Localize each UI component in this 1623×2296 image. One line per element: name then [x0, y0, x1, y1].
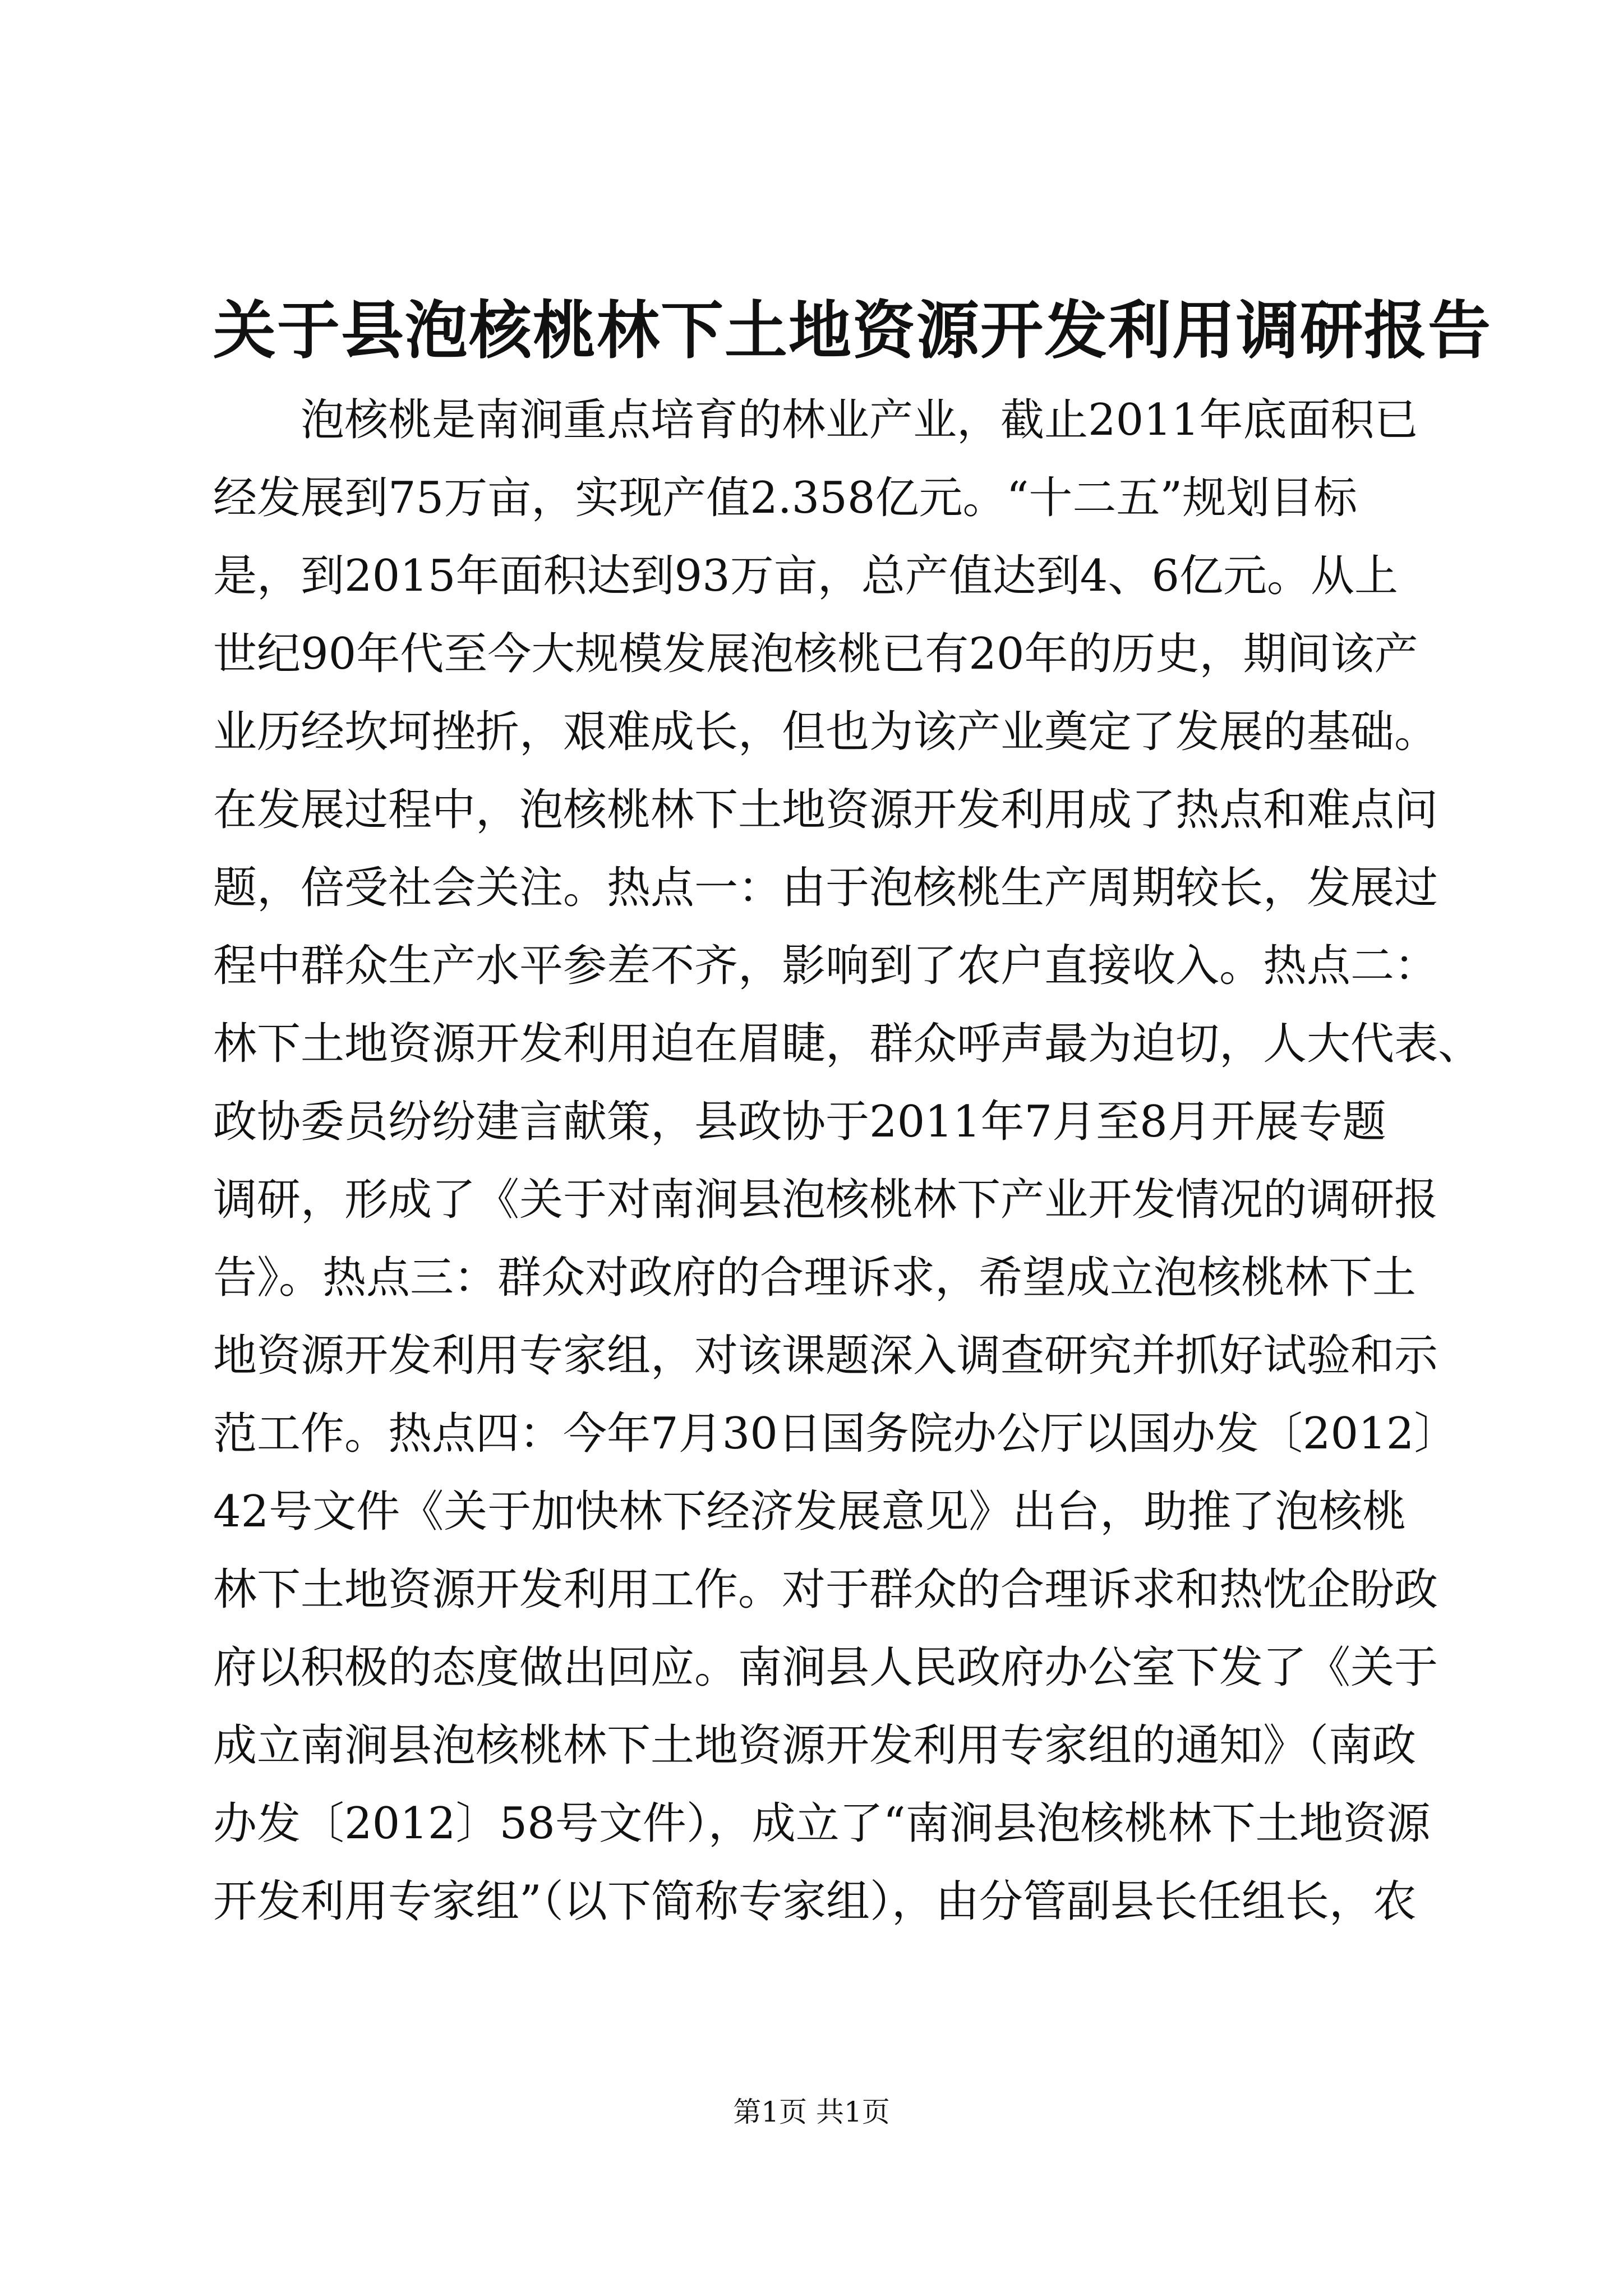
- paragraph-line: 题，倍受社会关注。热点一：由于泡核桃生产周期较长，发展过: [213, 863, 1438, 913]
- paragraph-line: 地资源开发利用专家组，对该课题深入调查研究并抓好试验和示: [213, 1331, 1438, 1381]
- paragraph-line: 成立南涧县泡核桃林下土地资源开发利用专家组的通知》（南政: [213, 1720, 1417, 1771]
- paragraph-line: 经发展到75万亩，实现产值2.358亿元。“十二五”规划目标: [213, 473, 1358, 523]
- paragraph-line: 程中群众生产水平参差不齐，影响到了农户直接收入。热点二：: [213, 941, 1438, 991]
- paragraph-line: 府以积极的态度做出回应。南涧县人民政府办公室下发了《关于: [213, 1642, 1438, 1693]
- paragraph-line: 调研，形成了《关于对南涧县泡核桃林下产业开发情况的调研报: [213, 1175, 1438, 1225]
- body-paragraph: [213, 381, 1482, 1941]
- page-footer: 第1页 共1页: [733, 2096, 890, 2128]
- paragraph-line: 42号文件《关于加快林下经济发展意见》出台，助推了泡核桃: [213, 1487, 1407, 1537]
- paragraph-line: 是，到2015年面积达到93万亩，总产值达到4、6亿元。从上: [213, 551, 1399, 601]
- paragraph-line: 开发利用专家组”（以下简称专家组），由分管副县长任组长，农: [213, 1876, 1417, 1927]
- paragraph-line: 泡核桃是南涧重点培育的林业产业，截止2011年底面积已: [301, 395, 1418, 445]
- paragraph-line: 世纪90年代至今大规模发展泡核桃已有20年的历史，期间该产: [213, 629, 1418, 679]
- paragraph-line: 政协委员纷纷建言献策，县政协于2011年7月至8月开展专题: [213, 1097, 1386, 1147]
- paragraph-line: 业历经坎坷挫折，艰难成长，但也为该产业奠定了发展的基础。: [213, 707, 1438, 757]
- paragraph-line: 在发展过程中，泡核桃林下土地资源开发利用成了热点和难点问: [213, 785, 1438, 835]
- paragraph-line: 办发〔2012〕58号文件），成立了“南涧县泡核桃林下土地资源: [213, 1798, 1431, 1849]
- paragraph-line: 林下土地资源开发利用工作。对于群众的合理诉求和热忱企盼政: [213, 1565, 1438, 1615]
- paragraph-line: 告》。热点三：群众对政府的合理诉求，希望成立泡核桃林下土: [213, 1253, 1417, 1303]
- document-title: 关于县泡核桃林下土地资源开发利用调研报告: [213, 294, 1492, 367]
- paragraph-line: 林下土地资源开发利用迫在眉睫，群众呼声最为迫切，人大代表、: [213, 1019, 1482, 1069]
- paragraph-line: 范工作。热点四：今年7月30日国务院办公厅以国办发〔2012〕: [213, 1409, 1458, 1459]
